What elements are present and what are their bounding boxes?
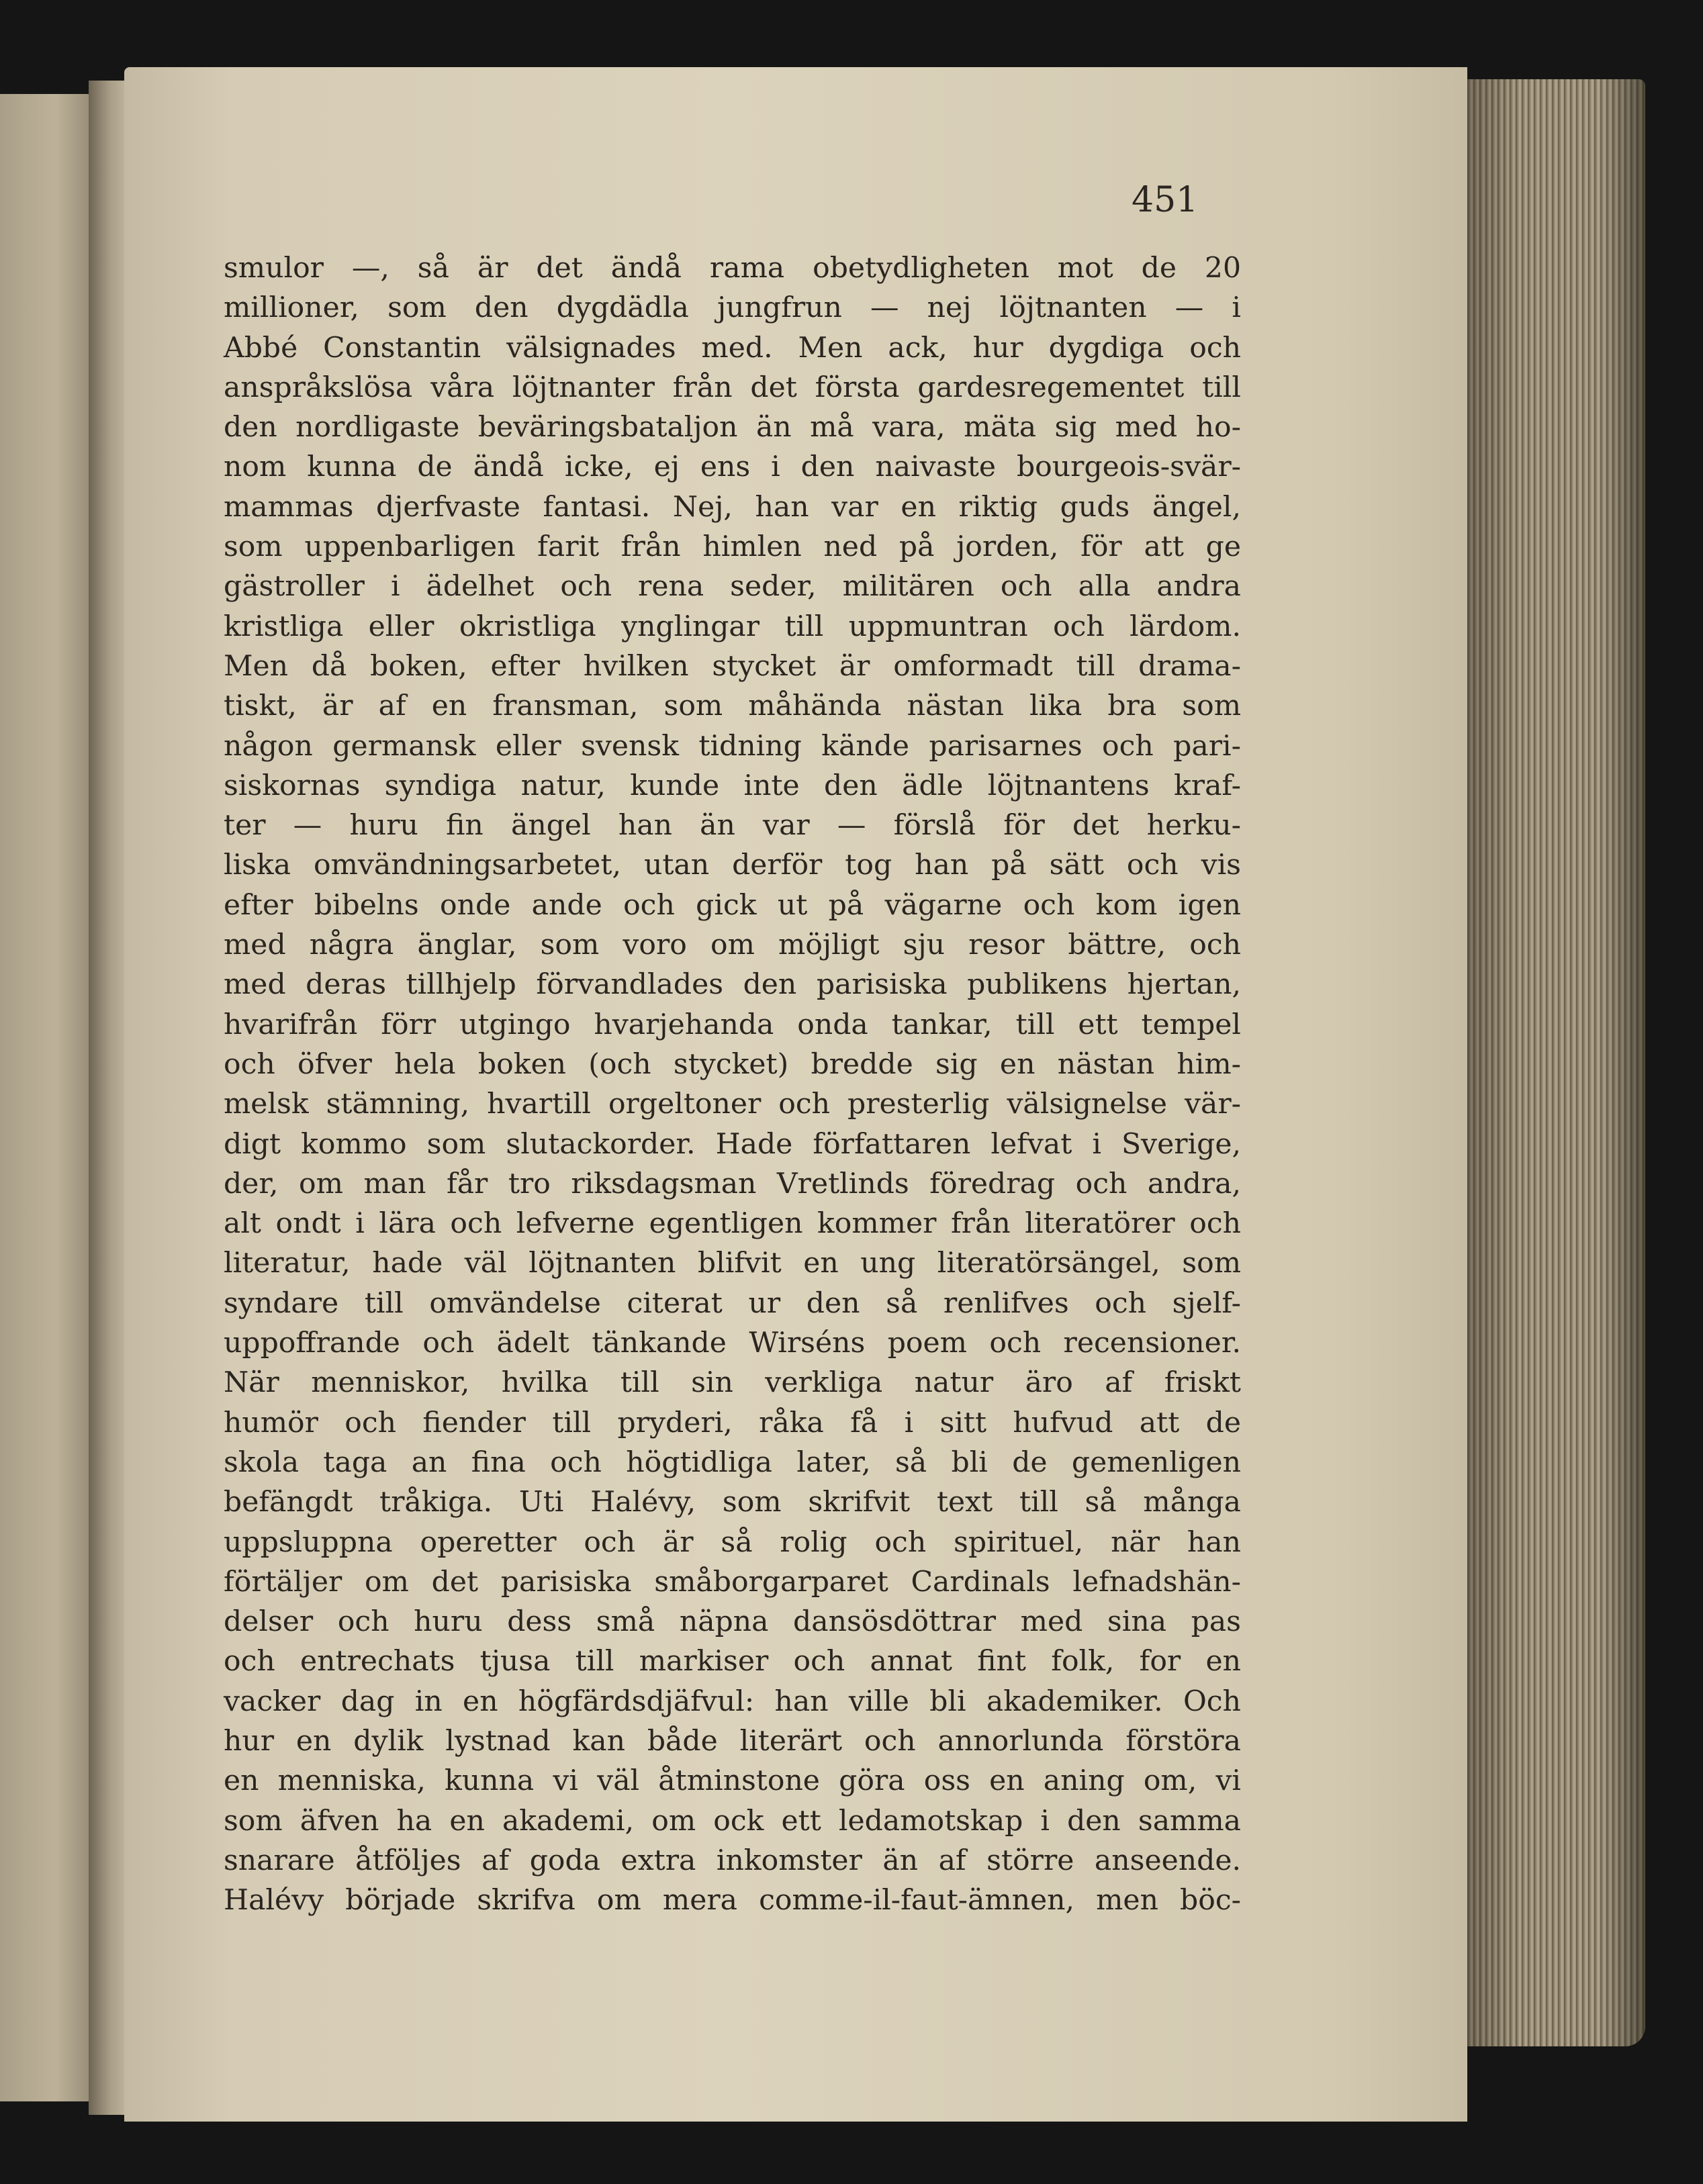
text-line: hur en dylik lystnad kan både literärt och annorlunda förstöra	[224, 1724, 1241, 1758]
text-line: smulor —, så är det ändå rama obetydligheten mot de 20	[224, 252, 1241, 285]
text-line: efter bibelns onde ande och gick ut på vägarne och kom igen	[224, 888, 1241, 922]
text-line: kristliga eller okristliga ynglingar till uppmuntran och lärdom.	[224, 610, 1241, 643]
text-line: en menniska, kunna vi väl åtminstone göra oss en aning om, vi	[224, 1764, 1241, 1798]
text-line: Men då boken, efter hvilken stycket är omformadt till drama-	[224, 649, 1241, 683]
text-line: mammas djerfvaste fantasi. Nej, han var en riktig guds ängel,	[224, 490, 1241, 524]
text-line: Halévy började skrifva om mera comme-il-faut-ämnen, men böc-	[224, 1884, 1241, 1917]
text-line: anspråkslösa våra löjtnanter från det första gardesregementet till	[224, 371, 1241, 404]
text-line: snarare åtföljes af goda extra inkomster än af större anseende.	[224, 1844, 1241, 1877]
text-line: med deras tillhjelp förvandlades den parisiska publikens hjertan,	[224, 968, 1241, 1002]
text-line: skola taga an fina och högtidliga later, så bli de gemenligen	[224, 1445, 1241, 1479]
text-line: syndare till omvändelse citerat ur den så renlifves och sjelf-	[224, 1286, 1241, 1320]
text-line: och öfver hela boken (och stycket) bredde sig en nästan him-	[224, 1047, 1241, 1081]
text-line: och entrechats tjusa till markiser och annat fint folk, for en	[224, 1645, 1241, 1678]
text-line: förtäljer om det parisiska småborgarparet Cardinals lefnadshän-	[224, 1565, 1241, 1599]
text-line: befängdt tråkiga. Uti Halévy, som skrifvit text till så många	[224, 1486, 1241, 1519]
text-line: uppoffrande och ädelt tänkande Wirséns poem och recensioner.	[224, 1327, 1241, 1360]
text-line: den nordligaste beväringsbataljon än må vara, mäta sig med ho-	[224, 411, 1241, 444]
left-page-edge	[0, 94, 101, 2101]
text-line: tiskt, är af en fransman, som måhända nästan lika bra som	[224, 690, 1241, 723]
text-line: som äfven ha en akademi, om ock ett ledamotskap i den samma	[224, 1804, 1241, 1838]
text-line: Abbé Constantin välsignades med. Men ack, hur dygdiga och	[224, 331, 1241, 365]
body-text	[224, 248, 1241, 1920]
text-line: ter — huru fin ängel han än var — förslå för det herku-	[224, 809, 1241, 843]
page-edges-shadow	[1467, 79, 1645, 2046]
text-line: vacker dag in en högfärdsdjäfvul: han ville bli akademiker. Och	[224, 1684, 1241, 1718]
text-line: någon germansk eller svensk tidning kände parisarnes och pari-	[224, 729, 1241, 763]
text-line: der, om man får tro riksdagsman Vretlinds föredrag och andra,	[224, 1167, 1241, 1200]
text-line: siskornas syndiga natur, kunde inte den ädle löjtnantens kraf-	[224, 769, 1241, 802]
text-line: digt kommo som slutackorder. Hade författaren lefvat i Sverige,	[224, 1127, 1241, 1161]
text-line: gästroller i ädelhet och rena seder, militären och alla andra	[224, 570, 1241, 604]
text-line: som uppenbarligen farit från himlen ned på jorden, för att ge	[224, 530, 1241, 564]
text-line: literatur, hade väl löjtnanten blifvit en ung literatörsängel, som	[224, 1247, 1241, 1280]
text-line: uppsluppna operetter och är så rolig och spirituel, när han	[224, 1525, 1241, 1559]
text-line: alt ondt i lära och lefverne egentligen kommer från literatörer och	[224, 1207, 1241, 1241]
text-line: hvarifrån förr utgingo hvarjehanda onda tankar, till ett tempel	[224, 1008, 1241, 1041]
text-line: med några änglar, som voro om möjligt sju resor bättre, och	[224, 929, 1241, 962]
text-line: liska omvändningsarbetet, utan derför tog han på sätt och vis	[224, 849, 1241, 882]
text-line: humör och fiender till pryderi, råka få i sitt hufvud att de	[224, 1406, 1241, 1439]
text-line: När menniskor, hvilka till sin verkliga natur äro af friskt	[224, 1366, 1241, 1400]
text-line: nom kunna de ändå icke, ej ens i den naivaste bourgeois-svär-	[224, 450, 1241, 484]
page-number: 451	[1132, 180, 1199, 220]
text-line: millioner, som den dygdädla jungfrun — nej löjtnanten — i	[224, 291, 1241, 325]
text-line: melsk stämning, hvartill orgeltoner och presterlig välsignelse vär-	[224, 1088, 1241, 1121]
text-line: delser och huru dess små näpna dansösdöttrar med sina pas	[224, 1605, 1241, 1639]
